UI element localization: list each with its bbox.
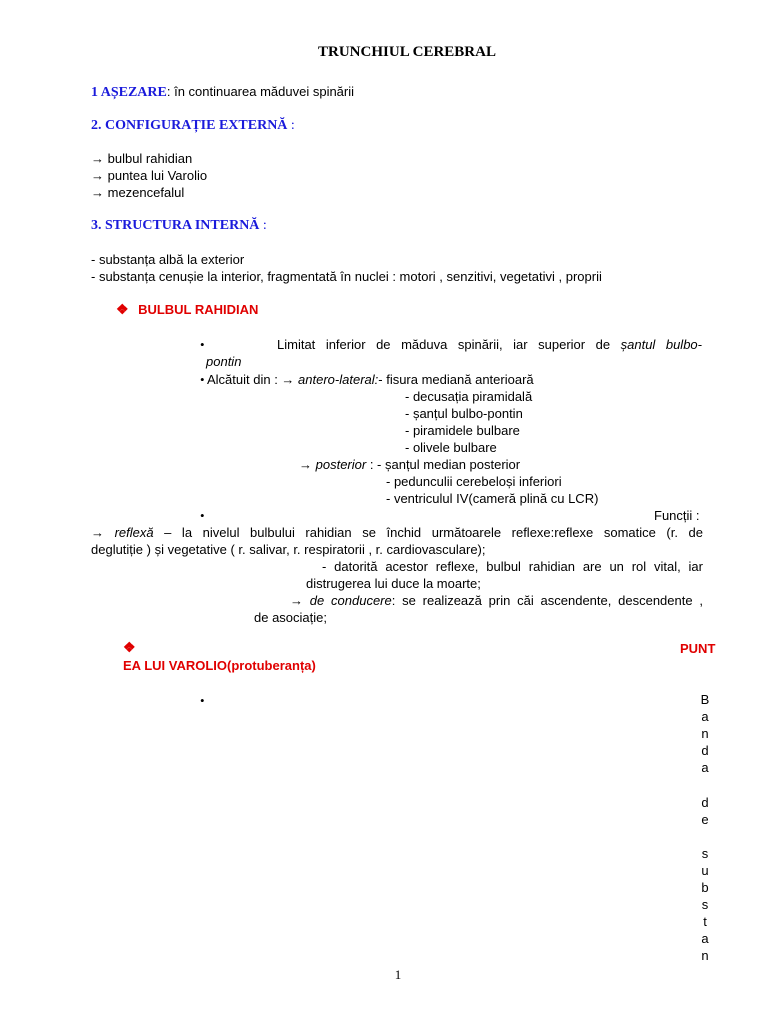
conducere-line: → de conducere: se realizează prin căi ascendente, descendente , [290,593,703,608]
antero-item: - olivele bulbare [405,440,497,455]
bulb-functii: Funcții : [654,508,700,523]
bullet-icon: • [200,337,205,352]
section-2-title: 2. CONFIGURAȚIE EXTERNĂ [91,118,288,133]
bulb-heading [116,301,258,319]
page-title: TRUNCHIUL CEREBRAL [318,44,496,60]
reflexa-line-2: deglutiție ) și vegetative ( r. salivar, r. respiratorii , r. cardiovasculare); [91,542,486,557]
section-3-item: - substanța cenușie la interior, fragmentată în nuclei : motori , senzitivi, vegetativi , proprii [91,269,602,284]
antero-item: - șanțul bulbo-pontin [405,406,523,421]
section-2-item: → mezencefalul [91,185,185,200]
datorita-line: - datorită acestor reflexe, bulbul rahidian are un rol vital, iar [322,559,703,574]
antero-item: - decusația piramidală [405,389,533,404]
bulb-alcatuit: Alcătuit din : → antero-lateral:- fisura mediană anterioară [207,372,534,387]
section-2-colon: : [287,118,295,133]
section-3-colon: : [259,218,267,233]
bulb-heading-text: BULBUL RAHIDIAN [138,302,259,317]
bulb-limit-text: Limitat inferior de măduva spinării, iar superior de [277,337,621,352]
section-3-title: 3. STRUCTURA INTERNĂ [91,218,260,233]
diamond-icon: ❖ [123,641,136,656]
punte-heading-part2: EA LUI VAROLIO(protuberanța) [123,658,316,673]
section-3-item: - substanța albă la exterior [91,252,245,267]
posterior-item: - pedunculii cerebeloși inferiori [386,474,562,489]
section-2-heading [91,117,295,134]
antero-item: - piramidele bulbare [405,423,520,438]
section-2-item: → puntea lui Varolio [91,168,208,183]
section-1-text: : în continuarea măduvei spinării [166,84,355,99]
page-number: 1 [394,967,402,982]
section-1-heading: 1 AȘEZARE [91,85,167,100]
bullet-icon: • [200,693,205,708]
bullet-icon: • [200,372,205,387]
bullet-icon: • [200,508,205,523]
vertical-text: B a n d a d e s u b s t a n [700,692,710,964]
section-3-heading [91,217,267,234]
bulb-limit-ital: șantul bulbo- [620,337,702,352]
section-2-item: → bulbul rahidian [91,151,193,166]
datorita-line-2: distrugerea lui duce la moarte; [306,576,481,591]
bulb-limit-line [277,336,702,353]
bulb-posterior: → posterior : - șanțul median posterior [299,457,521,472]
punte-heading-part1: PUNT [680,641,716,656]
conducere-line-2: de asociație; [254,610,327,625]
posterior-item: - ventriculul IV(cameră plină cu LCR) [386,491,599,506]
diamond-icon: ❖ [116,303,129,318]
reflexa-line: → reflexă – la nivelul bulbului rahidian se închid următoarele reflexe:reflexe somatice (r. de [91,525,703,540]
section-1 [91,83,354,101]
bulb-limit-cont: pontin [206,354,242,369]
